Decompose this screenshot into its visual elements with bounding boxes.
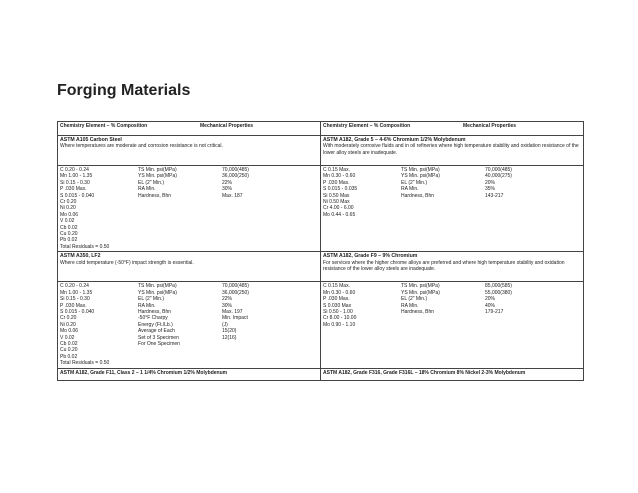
list-item: RA Min.: [401, 302, 419, 309]
list-item: RA Min.: [138, 186, 156, 193]
list-item: Mo 0.06: [60, 328, 79, 335]
list-item: Max. 197: [222, 308, 243, 315]
header-right: [321, 122, 584, 136]
list-item: EL (2" Min.): [401, 296, 428, 303]
header-row: [58, 122, 584, 136]
a182f9-title-cell: [321, 252, 584, 282]
a350-desc: Where cold temperature (-50°F) impact strength is essential.: [60, 259, 194, 266]
chem-header: Chemistry Element – % Composition: [60, 123, 148, 129]
list-item: 70,000(485): [222, 283, 249, 290]
list-item: Mo 0.44 - 0.65: [323, 211, 356, 218]
list-item: Mn 0.30 - 0.60: [323, 173, 356, 180]
a105-data-cell: [58, 166, 321, 252]
list-item: Average of Each: [138, 328, 175, 335]
list-item: Cr 8.00 - 10.00: [323, 315, 357, 322]
list-item: 30%: [222, 302, 233, 309]
list-item: P .030 Max.: [60, 186, 87, 193]
list-item: Cu 0.20: [60, 347, 78, 354]
list-item: TS Min. psi(MPa): [138, 167, 177, 173]
list-item: TS Min. psi(MPa): [138, 283, 177, 290]
a182f5-title-cell: [321, 136, 584, 166]
list-item: Mo 0.90 - 1.10: [323, 321, 356, 328]
list-item: C 0.15 Max.: [323, 167, 350, 173]
a350-chem-list: [60, 283, 138, 366]
list-item: S 0.015 - 0.040: [60, 308, 95, 315]
forging-materials-table: [57, 121, 584, 381]
a182f9-values-list: [485, 283, 581, 328]
a350-props-list: [138, 283, 222, 366]
list-item: RA Min.: [138, 302, 156, 309]
list-item: Hardness, Bhn: [138, 192, 172, 199]
list-item: Ni 0.20: [60, 321, 76, 328]
list-item: YS Min. psi(MPa): [138, 173, 177, 180]
a182f11-title-cell: [58, 368, 321, 380]
list-item: Si 0.15 - 0.30: [60, 296, 90, 303]
list-item: Mn 1.00 - 1.35: [60, 173, 93, 180]
list-item: Mn 0.30 - 0.60: [323, 289, 356, 296]
list-item: 143-217: [485, 192, 504, 199]
list-item: V 0.02: [60, 334, 75, 341]
list-item: TS Min. psi(MPa): [401, 283, 440, 290]
list-item: 20%: [485, 296, 496, 303]
list-item: TS Min. psi(MPa): [401, 167, 440, 173]
list-item: 36,000(250): [222, 173, 249, 180]
list-item: 20%: [485, 179, 496, 186]
list-item: S 0.030 Max: [323, 302, 352, 309]
list-item: YS Min. psi(MPa): [138, 289, 177, 296]
standards-row-1: [58, 136, 584, 166]
list-item: Set of 3 Specimen: [138, 334, 179, 341]
list-item: 12(16): [222, 334, 237, 341]
header-left: [58, 122, 321, 136]
list-item: EL (2" Min.): [401, 179, 428, 186]
mech-header: Mechanical Properties: [200, 123, 254, 129]
list-item: 85,000(585): [485, 283, 512, 290]
list-item: (J): [222, 321, 228, 328]
a182f316-title-cell: [321, 368, 584, 380]
list-item: 70,000(485): [485, 167, 512, 173]
list-item: Ni 0.50 Max: [323, 199, 350, 206]
a182f5-desc: With moderately corrosive fluids and in oil refineries where high temperature stability and oxidation resistance of the lower alloy steels are inadequate.: [323, 143, 579, 156]
list-item: C 0.15 Max.: [323, 283, 350, 290]
list-item: 55,000(380): [485, 289, 512, 296]
list-item: Mo 0.06: [60, 211, 79, 218]
list-item: S 0.015 - 0.040: [60, 192, 95, 199]
list-item: 15(20): [222, 328, 237, 335]
a182f9-desc: For services where the higher chrome alloys are preferred and where high temperature stability and oxidation resistance of the lower alloy steels are inadequate.: [323, 259, 565, 273]
list-item: 36,000(250): [222, 289, 249, 296]
list-item: Cr 4.00 - 6.00: [323, 205, 354, 212]
list-item: EL (2" Min.): [138, 179, 165, 186]
list-item: Total Residuals = 0.50: [60, 360, 110, 367]
list-item: 35%: [485, 186, 496, 193]
list-item: P .030 Max.: [60, 302, 87, 309]
a182f11-title: ASTM A182, Grade F11, Class 2 – 1 1/4% Chromium 1/2% Molybdenum: [60, 369, 228, 376]
a182f9-title: ASTM A182, Grade F9 – 9% Chromium: [323, 253, 418, 260]
list-item: C 0.20 - 0.24: [60, 167, 89, 173]
list-item: C 0.20 - 0.24: [60, 283, 89, 290]
a350-title: ASTM A350, LF2: [60, 253, 101, 260]
a182f5-data-cell: [321, 166, 584, 252]
a105-chem-list: [60, 167, 138, 250]
list-item: Hardness, Bhn: [138, 308, 172, 315]
a105-title: ASTM A105 Carbon Steel: [60, 137, 122, 143]
data-row-2: [58, 282, 584, 368]
list-item: Total Residuals = 0.50: [60, 243, 110, 250]
a350-data-cell: [58, 282, 321, 368]
a182f9-props-list: [401, 283, 485, 328]
page-title: Forging Materials: [57, 82, 191, 99]
list-item: 30%: [222, 186, 233, 193]
list-item: P .030 Max.: [323, 296, 350, 303]
data-row-1: [58, 166, 584, 252]
mech-header-2: Mechanical Properties: [463, 123, 517, 129]
list-item: For One Specimen: [138, 340, 180, 347]
a350-title-cell: [58, 252, 321, 282]
list-item: Pb 0.02: [60, 237, 78, 244]
list-item: 70,000(485): [222, 167, 249, 173]
list-item: Pb 0.02: [60, 353, 78, 360]
list-item: Energy (Ft./Lb.): [138, 321, 173, 328]
chem-header-2: Chemistry Element – % Composition: [323, 123, 411, 129]
a182f5-props-list: [401, 167, 485, 218]
a182f9-data-cell: [321, 282, 584, 368]
list-item: Mn 1.00 - 1.35: [60, 289, 93, 296]
list-item: 22%: [222, 296, 233, 303]
list-item: Si 0.15 - 0.30: [60, 179, 90, 186]
list-item: V 0.02: [60, 218, 75, 225]
list-item: Cr 0.20: [60, 315, 77, 322]
a182f316-title: ASTM A182, Grade F316, Grade F316L – 18% Chromium 8% Nickel 2-3% Molybdenum: [323, 369, 526, 376]
list-item: Cr 0.20: [60, 199, 77, 206]
list-item: YS Min. psi(MPa): [401, 173, 440, 180]
list-item: Si 0.50 Max: [323, 192, 350, 199]
list-item: 179-217: [485, 308, 504, 315]
list-item: S 0.015 - 0.035: [323, 186, 358, 193]
list-item: Cb 0.02: [60, 340, 78, 347]
list-item: Hardness, Bhn: [401, 308, 435, 315]
list-item: Hardness, Bhn: [401, 192, 435, 199]
a105-desc: Where temperatures are moderate and corrosion resistance is not critical.: [60, 143, 223, 150]
a350-values-list: [222, 283, 318, 366]
list-item: 22%: [222, 179, 233, 186]
standards-row-2: [58, 252, 584, 282]
a182f5-title: ASTM A182, Grade 5 – 4-6% Chromium 1/2% Molybdenum: [323, 137, 466, 143]
list-item: 40%: [485, 302, 496, 309]
list-item: Si 0.50 - 1.00: [323, 308, 353, 315]
list-item: RA Min.: [401, 186, 419, 193]
list-item: 40,000(275): [485, 173, 512, 180]
list-item: Max. 187: [222, 192, 243, 199]
list-item: P .030 Max.: [323, 179, 350, 186]
a105-values-list: [222, 167, 318, 250]
a182f9-chem-list: [323, 283, 401, 328]
a105-props-list: [138, 167, 222, 250]
a105-title-cell: [58, 136, 321, 166]
standards-row-3: [58, 368, 584, 380]
list-item: Cb 0.02: [60, 224, 78, 231]
list-item: -50°F Charpy: [138, 315, 168, 322]
list-item: YS Min. psi(MPa): [401, 289, 440, 296]
list-item: Cu 0.20: [60, 231, 78, 238]
a182f5-chem-list: [323, 167, 401, 218]
list-item: Min. Impact: [222, 315, 248, 322]
list-item: Ni 0.20: [60, 205, 76, 212]
list-item: EL (2" Min.): [138, 296, 165, 303]
a182f5-values-list: [485, 167, 581, 218]
